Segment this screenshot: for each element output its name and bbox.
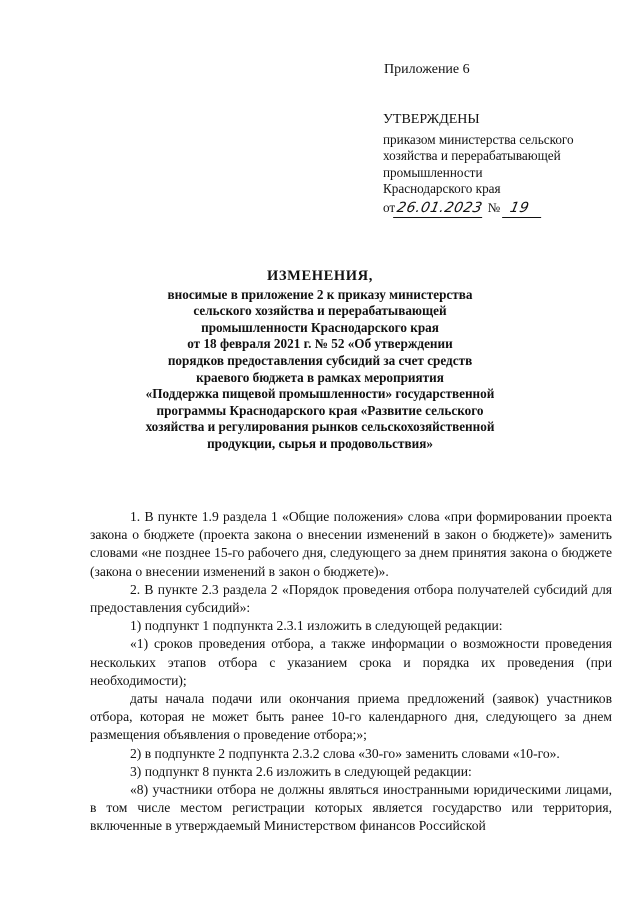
heading-line: порядков предоставления субсидий за счет средств xyxy=(167,352,473,368)
approval-line: Краснодарского края xyxy=(383,181,501,196)
document-heading xyxy=(100,268,540,453)
approved-title: УТВЕРЖДЕНЫ xyxy=(383,112,480,127)
body-paragraph: «8) участники отбора не должны являться иностранными юридическими лицами, в том числе местом регистрации которых является государство или территория, включенные в утверждаемый Министерством финансов Российской xyxy=(90,782,612,834)
handwritten-number: 19 xyxy=(502,200,545,218)
heading-line: сельского хозяйства и перерабатывающей xyxy=(193,303,447,319)
body-paragraph: 2) в подпункте 2 подпункта 2.3.2 слова «30-го» заменить словами «10-го». xyxy=(130,745,560,761)
body-paragraph: «1) сроков проведения отбора, а также информации о возможности проведения нескольких этапов отбора с указанием срока и порядка их проведения (при необходимости); xyxy=(90,636,612,688)
heading-line: промышленности Краснодарского края xyxy=(201,319,439,335)
heading-line: вносимые в приложение 2 к приказу министерства xyxy=(167,286,473,302)
body-paragraph: 2. В пункте 2.3 раздела 2 «Порядок проведения отбора получателей субсидий для предоставления субсидий»: xyxy=(90,581,612,616)
heading-line: краевого бюджета в рамках мероприятия xyxy=(196,369,444,385)
document-body xyxy=(90,508,612,836)
approval-line: приказом министерства сельского xyxy=(383,131,574,147)
appendix-label: Приложение 6 xyxy=(384,62,470,77)
order-date-number xyxy=(383,200,613,218)
approval-line: промышленности xyxy=(383,164,483,180)
body-paragraph: даты начала подачи или окончания приема предложений (заявок) участников отбора, которая не может быть ранее 10-го календарного дня, следующего за днем размещения объявления о проведение отбора;»; xyxy=(90,691,612,743)
approval-line: хозяйства и перерабатывающей xyxy=(383,148,561,163)
number-sign: № xyxy=(487,199,501,215)
heading-line: «Поддержка пищевой промышленности» государственной xyxy=(145,386,495,402)
heading-line: программы Краснодарского края «Развитие сельского xyxy=(156,402,484,418)
body-paragraph: 1) подпункт 1 подпункта 2.3.1 изложить в следующей редакции: xyxy=(130,618,503,634)
approval-block xyxy=(383,112,613,217)
body-paragraph: 1. В пункте 1.9 раздела 1 «Общие положения» слова «при формировании проекта закона о бюджете (проекта закона о внесении изменений в закон о бюджете)» заменить словами «не позднее 15-го рабочего дня, следующего за днем принятия закона о бюджете (закона о внесении изменений в закон о бюджете)». xyxy=(90,509,612,579)
heading-line: продукции, сырья и продовольствия» xyxy=(207,435,433,451)
body-paragraph: 3) подпункт 8 пункта 2.6 изложить в следующей редакции: xyxy=(130,763,472,779)
heading-line: хозяйства и регулирования рынков сельскохозяйственной xyxy=(145,419,495,435)
heading-line: от 18 февраля 2021 г. № 52 «Об утверждении xyxy=(187,336,453,352)
heading-title: ИЗМЕНЕНИЯ, xyxy=(267,268,373,284)
date-prefix: от xyxy=(383,199,396,215)
handwritten-date: 26.01.2023 xyxy=(393,200,486,218)
